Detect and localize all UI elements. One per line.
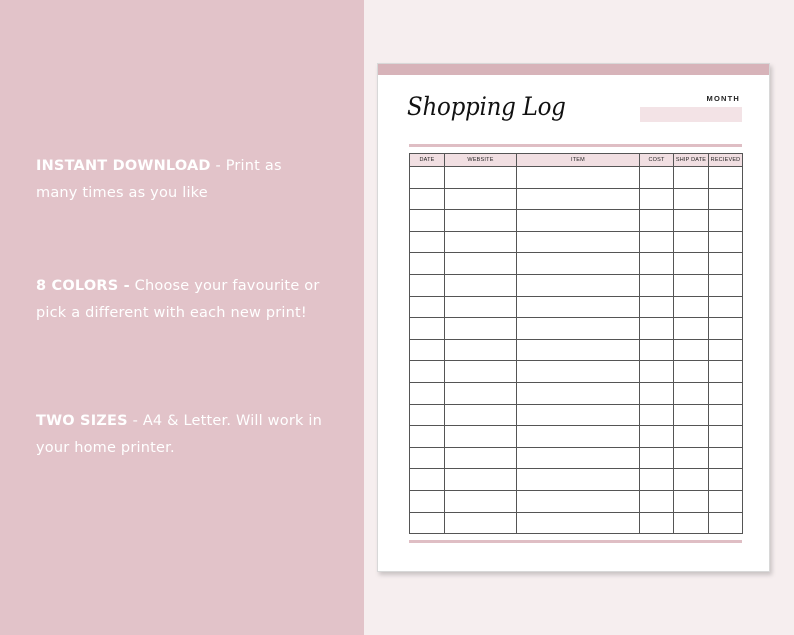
table-cell	[410, 188, 445, 210]
table-cell	[445, 231, 517, 253]
table-cell	[640, 382, 674, 404]
table-cell	[445, 210, 517, 232]
table-cell	[445, 361, 517, 383]
table-cell	[674, 339, 709, 361]
feature-title: TWO SIZES	[36, 413, 128, 429]
table-cell	[445, 490, 517, 512]
table-cell	[410, 318, 445, 340]
table-row	[410, 426, 743, 448]
table-cell	[445, 469, 517, 491]
table-cell	[410, 231, 445, 253]
table-cell	[517, 188, 640, 210]
table-cell	[517, 382, 640, 404]
top-divider	[409, 144, 742, 147]
feature-instant-download	[36, 153, 326, 207]
table-row	[410, 339, 743, 361]
document-title: Shopping Log	[407, 92, 566, 121]
table-cell	[709, 210, 743, 232]
table-row	[410, 296, 743, 318]
column-header-website: WEBSITE	[445, 154, 517, 167]
table-cell	[709, 382, 743, 404]
table-cell	[709, 188, 743, 210]
table-cell	[445, 296, 517, 318]
table-cell	[445, 167, 517, 189]
table-cell	[445, 426, 517, 448]
column-header-ship-date: SHIP DATE	[674, 154, 709, 167]
table-cell	[640, 404, 674, 426]
table-cell	[709, 318, 743, 340]
table-row	[410, 188, 743, 210]
table-cell	[445, 188, 517, 210]
table-cell	[445, 274, 517, 296]
table-cell	[445, 318, 517, 340]
table-cell	[517, 274, 640, 296]
month-label: MONTH	[706, 94, 740, 103]
printable-page	[377, 63, 770, 572]
table-cell	[410, 469, 445, 491]
table-row	[410, 318, 743, 340]
table-cell	[517, 469, 640, 491]
table-body	[410, 167, 743, 534]
table-row	[410, 404, 743, 426]
table-cell	[517, 296, 640, 318]
table-cell	[674, 490, 709, 512]
column-header-cost: COST	[640, 154, 674, 167]
table-cell	[410, 382, 445, 404]
table-cell	[709, 274, 743, 296]
table-row	[410, 210, 743, 232]
table-cell	[674, 274, 709, 296]
table-cell	[674, 253, 709, 275]
table-cell	[517, 404, 640, 426]
table-cell	[517, 490, 640, 512]
feature-description: - A4 & Letter. Will work in your home printer.	[36, 413, 323, 456]
table-cell	[517, 512, 640, 534]
table-row	[410, 469, 743, 491]
table-cell	[709, 490, 743, 512]
table-cell	[410, 339, 445, 361]
table-row	[410, 167, 743, 189]
column-header-received: RECIEVED	[709, 154, 743, 167]
table-cell	[709, 361, 743, 383]
table-cell	[640, 188, 674, 210]
table-cell	[410, 490, 445, 512]
table-cell	[445, 404, 517, 426]
feature-colors	[36, 273, 326, 327]
bottom-divider	[409, 540, 742, 543]
table-row	[410, 274, 743, 296]
table-cell	[709, 512, 743, 534]
table-cell	[445, 339, 517, 361]
feature-description: Choose your favourite or pick a different with each new print!	[36, 278, 320, 321]
table-cell	[640, 296, 674, 318]
table-cell	[410, 253, 445, 275]
table-cell	[640, 512, 674, 534]
table-cell	[709, 469, 743, 491]
table-cell	[640, 339, 674, 361]
table-cell	[674, 231, 709, 253]
table-cell	[674, 447, 709, 469]
table-cell	[709, 447, 743, 469]
table-cell	[674, 167, 709, 189]
table-cell	[410, 274, 445, 296]
table-cell	[410, 404, 445, 426]
table-cell	[674, 404, 709, 426]
table-cell	[640, 231, 674, 253]
table-cell	[674, 426, 709, 448]
table-cell	[517, 339, 640, 361]
table-cell	[640, 274, 674, 296]
table-cell	[709, 296, 743, 318]
table-cell	[674, 361, 709, 383]
table-cell	[709, 231, 743, 253]
feature-description: - Print as many times as you like	[36, 158, 282, 201]
column-header-date: DATE	[410, 154, 445, 167]
table-row	[410, 361, 743, 383]
column-header-item: ITEM	[517, 154, 640, 167]
table-cell	[410, 512, 445, 534]
table-cell	[640, 253, 674, 275]
table-cell	[445, 447, 517, 469]
table-cell	[640, 469, 674, 491]
table-cell	[410, 361, 445, 383]
table-cell	[410, 167, 445, 189]
table-cell	[410, 447, 445, 469]
month-field	[640, 107, 742, 122]
table-cell	[709, 404, 743, 426]
table-row	[410, 382, 743, 404]
feature-title: 8 COLORS -	[36, 278, 130, 294]
table-row	[410, 253, 743, 275]
table-cell	[674, 469, 709, 491]
table-cell	[674, 210, 709, 232]
table-header-row	[410, 154, 743, 167]
table-row	[410, 512, 743, 534]
table-cell	[709, 253, 743, 275]
table-cell	[410, 426, 445, 448]
table-row	[410, 490, 743, 512]
table-cell	[640, 361, 674, 383]
table-cell	[517, 447, 640, 469]
table-cell	[445, 253, 517, 275]
table-cell	[410, 210, 445, 232]
table-cell	[674, 296, 709, 318]
page-top-bar	[378, 64, 769, 75]
table-cell	[640, 426, 674, 448]
table-cell	[445, 512, 517, 534]
table-cell	[640, 447, 674, 469]
table-cell	[674, 512, 709, 534]
table-row	[410, 447, 743, 469]
table-cell	[640, 318, 674, 340]
feature-title: INSTANT DOWNLOAD	[36, 158, 211, 174]
table-cell	[410, 296, 445, 318]
table-cell	[709, 426, 743, 448]
table-cell	[640, 167, 674, 189]
table-cell	[517, 231, 640, 253]
feature-sizes	[36, 408, 326, 462]
shopping-log-table	[409, 153, 743, 534]
table-cell	[517, 253, 640, 275]
table-cell	[674, 318, 709, 340]
table-cell	[517, 167, 640, 189]
table-cell	[445, 382, 517, 404]
table-cell	[709, 167, 743, 189]
left-panel	[0, 0, 364, 635]
table-cell	[517, 210, 640, 232]
table-cell	[640, 490, 674, 512]
table-cell	[517, 361, 640, 383]
table-cell	[517, 426, 640, 448]
table-row	[410, 231, 743, 253]
table-cell	[674, 382, 709, 404]
table-cell	[517, 318, 640, 340]
table-cell	[674, 188, 709, 210]
table-cell	[709, 339, 743, 361]
table-cell	[640, 210, 674, 232]
